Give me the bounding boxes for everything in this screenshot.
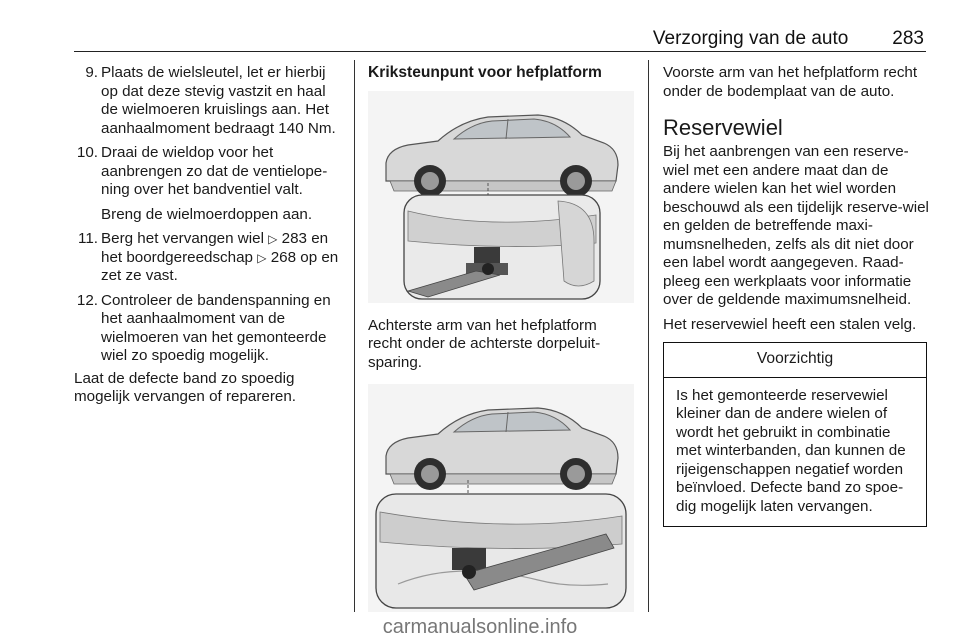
body-paragraph: Het reservewiel heeft een stalen velg. — [663, 315, 917, 333]
car-lift-point-front-figure — [368, 91, 634, 303]
step-12 — [74, 292, 346, 366]
page-title: Verzorging van de auto — [652, 28, 849, 49]
column-2 — [368, 64, 634, 612]
step-number: 11. — [78, 230, 98, 247]
page-number: 283 — [892, 28, 924, 49]
column-3 — [663, 64, 929, 527]
car-lift-point-rear-figure — [368, 384, 634, 612]
page-ref-link[interactable]: 283 — [281, 230, 307, 247]
car-lift-point-rear-illustration — [368, 384, 634, 612]
step-text: Controleer de bandenspanning en het aanhaalmoment van de wielmoeren van het gemonteerde wiel zo spoedig mogelijk. — [101, 291, 331, 364]
watermark: carmanualsonline.info — [382, 616, 578, 638]
column-1 — [74, 64, 346, 413]
step-subtext: Breng de wielmoerdoppen aan. — [101, 205, 313, 223]
car-lift-point-front-illustration — [368, 91, 634, 303]
step-text: Plaats de wielsleutel, let er hierbij op dat deze stevig vastzit en haal de wielmoeren kruislings aan. Het aanhaalmoment bedraagt 140 Nm. — [101, 64, 336, 137]
figure-caption: Achterste arm van het hefplatform recht onder de achterste dorpeluit-sparing. — [368, 316, 601, 371]
step-number: 10. — [76, 144, 98, 161]
page-ref-link[interactable]: 268 — [270, 248, 297, 266]
caution-body: Is het gemonteerde reservewiel kleiner dan de andere wielen of wordt het gebruikt in combinatie met winterbanden, dan kunnen de rijeigenschappen negatief worden beïnvloed. Defecte band zo spoe-dig mogelijk laten vervangen. — [676, 386, 906, 515]
step-number: 9. — [85, 64, 98, 81]
intro-paragraph: Voorste arm van het hefplatform recht onder de bodemplaat van de auto. — [663, 64, 918, 100]
step-number: 12. — [76, 291, 98, 309]
column-divider-right — [648, 60, 649, 612]
step-11 — [74, 230, 346, 286]
closing-paragraph: Laat de defecte band zo spoedig mogelijk vervangen of repareren. — [74, 369, 297, 405]
step-10 — [74, 144, 346, 224]
caution-title: Voorzichtig — [664, 343, 926, 378]
xref-arrow-icon: ▷ — [268, 232, 278, 246]
body-paragraph: Bij het aanbrengen van een reserve-wiel met een andere maat dan de andere wielen kan het wiel worden beschouwd als een tijdelijk reserve-wiel en gelden de betreffende maxi-mumsnelheden, zelfs als dit niet door een label wordt aangegeven. Raad-pleeg een werkplaats voor informatie over de geldende maximumsnelheid. — [663, 143, 929, 308]
step-text: Berg het vervangen wiel ▷ 283 en het boordgereedschap ▷ 268 op en zet ze vast. — [101, 230, 339, 284]
header-rule — [74, 51, 926, 52]
section-heading: Reservewiel — [663, 115, 783, 140]
xref-arrow-icon: ▷ — [257, 250, 267, 265]
caution-box — [663, 342, 927, 527]
page-header — [74, 24, 924, 54]
step-text: Draai de wieldop voor het aanbrengen zo dat de ventielope-ning over het bandventiel valt. — [101, 144, 328, 198]
column-divider-left — [354, 60, 355, 612]
step-9 — [74, 64, 346, 138]
section-subheading: Kriksteunpunt voor hefplatform — [368, 64, 602, 81]
